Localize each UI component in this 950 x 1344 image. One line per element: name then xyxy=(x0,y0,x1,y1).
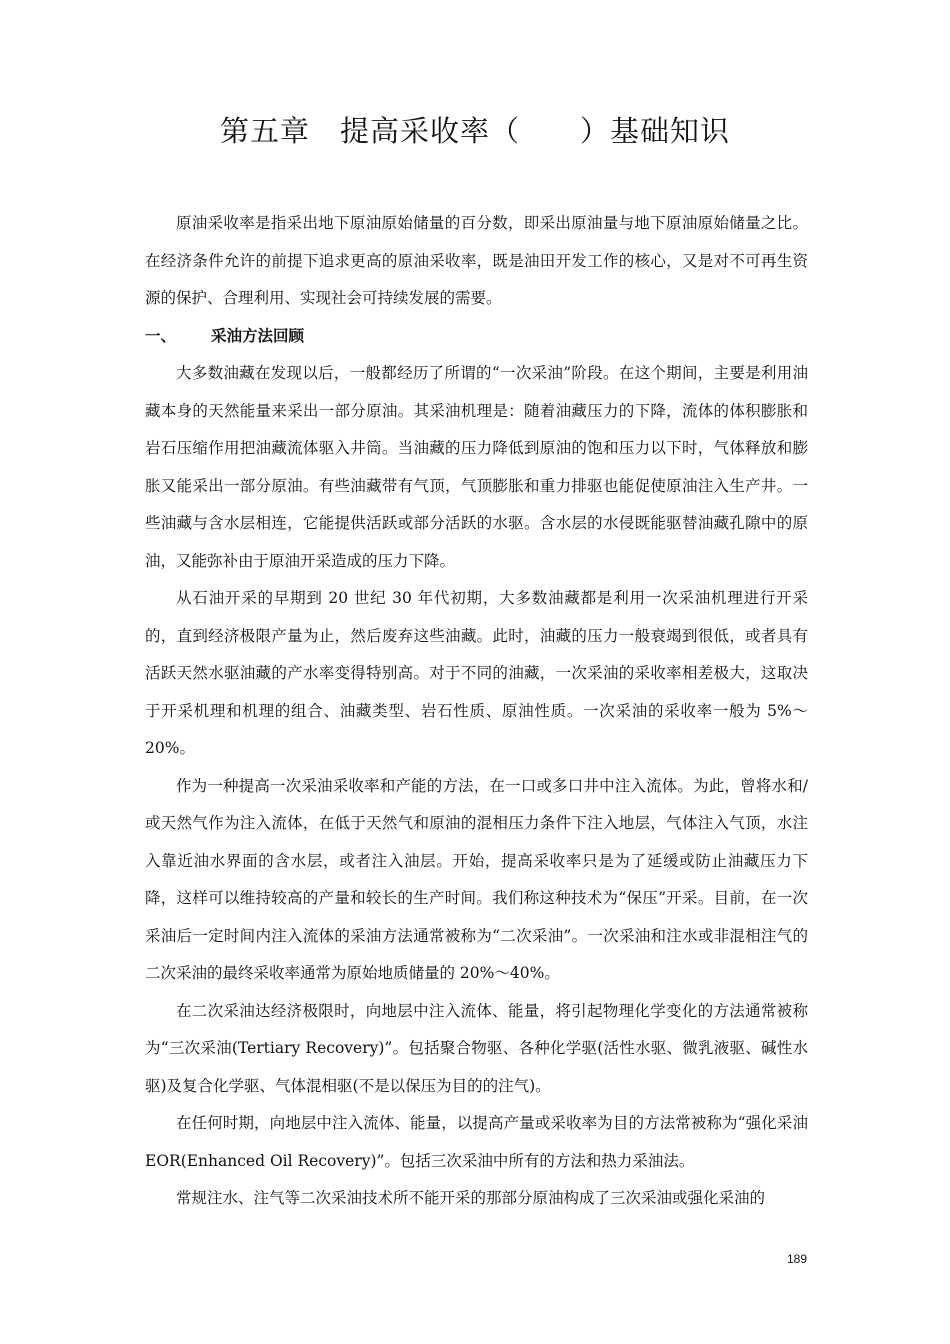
section-title: 采油方法回顾 xyxy=(211,326,305,345)
body-text xyxy=(145,205,808,1218)
paragraph: 大多数油藏在发现以后，一般都经历了所谓的“一次采油”阶段。在这个期间，主要是利用油藏本身的天然能量来采出一部分原油。其采油机理是：随着油藏压力的下降，流体的体积膨胀和岩石压缩作用把油藏流体驱入井筒。当油藏的压力降低到原油的饱和压力以下时，气体释放和膨胀又能采出一部分原油。有些油藏带有气顶，气顶膨胀和重力排驱也能促使原油注入生产井。一些油藏与含水层相连，它能提供活跃或部分活跃的水驱。含水层的水侵既能驱替油藏孔隙中的原油，又能弥补由于原油开采造成的压力下降。 xyxy=(145,364,808,570)
page-number: 189 xyxy=(786,1252,807,1266)
paragraph: 常规注水、注气等二次采油技术所不能开采的那部分原油构成了三次采油或强化采油的 xyxy=(176,1189,766,1207)
paragraph: 作为一种提高一次采油采收率和产能的方法，在一口或多口井中注入流体。为此，曾将水和/或天然气作为注入流体，在低于天然气和原油的混相压力条件下注入地层，气体注入气顶，水注入靠近油水界面的含水层，或者注入油层。开始，提高采收率只是为了延缓或防止油藏压力下降，这样可以维持较高的产量和较长的生产时间。我们称这种技术为“保压”开采。目前，在一次采油后一定时间内注入流体的采油方法通常被称为“二次采油”。一次采油和注水或非混相注气的二次采油的最终采收率通常为原始地质储量的 20%～40%。 xyxy=(145,776,808,982)
section-heading xyxy=(145,318,808,356)
paragraph-intro: 原油采收率是指采出地下原油原始储量的百分数，即采出原油量与地下原油原始储量之比。在经济条件允许的前提下追求更高的原油采收率，既是油田开发工作的核心，又是对不可再生资源的保护、合理利用、实现社会可持续发展的需要。 xyxy=(145,214,808,307)
paragraph: 在二次采油达经济极限时，向地层中注入流体、能量，将引起物理化学变化的方法通常被称为“三次采油(Tertiary Recovery)”。包括聚合物驱、各种化学驱(活性水驱、微乳液驱、碱性水驱)及复合化学驱、气体混相驱(不是以保压为目的的注气)。 xyxy=(145,1001,808,1095)
chapter-title: 第五章 提高采收率（ ）基础知识 xyxy=(219,114,730,148)
paragraph: 在任何时期，向地层中注入流体、能量，以提高产量或采收率为目的方法常被称为“强化采油 EOR(Enhanced Oil Recovery)”。包括三次采油中所有的方法和热力采油法。 xyxy=(145,1114,808,1170)
section-number: 一、 xyxy=(145,326,177,345)
paragraph: 从石油开采的早期到 20 世纪 30 年代初期，大多数油藏都是利用一次采油机理进行开采的，直到经济极限产量为止，然后废弃这些油藏。此时，油藏的压力一般衰竭到很低，或者具有活跃天然水驱油藏的产水率变得特别高。对于不同的油藏，一次采油的采收率相差极大，这取决于开采机理和机理的组合、油藏类型、岩石性质、原油性质。一次采油的采收率一般为 5%～20%。 xyxy=(145,589,808,757)
